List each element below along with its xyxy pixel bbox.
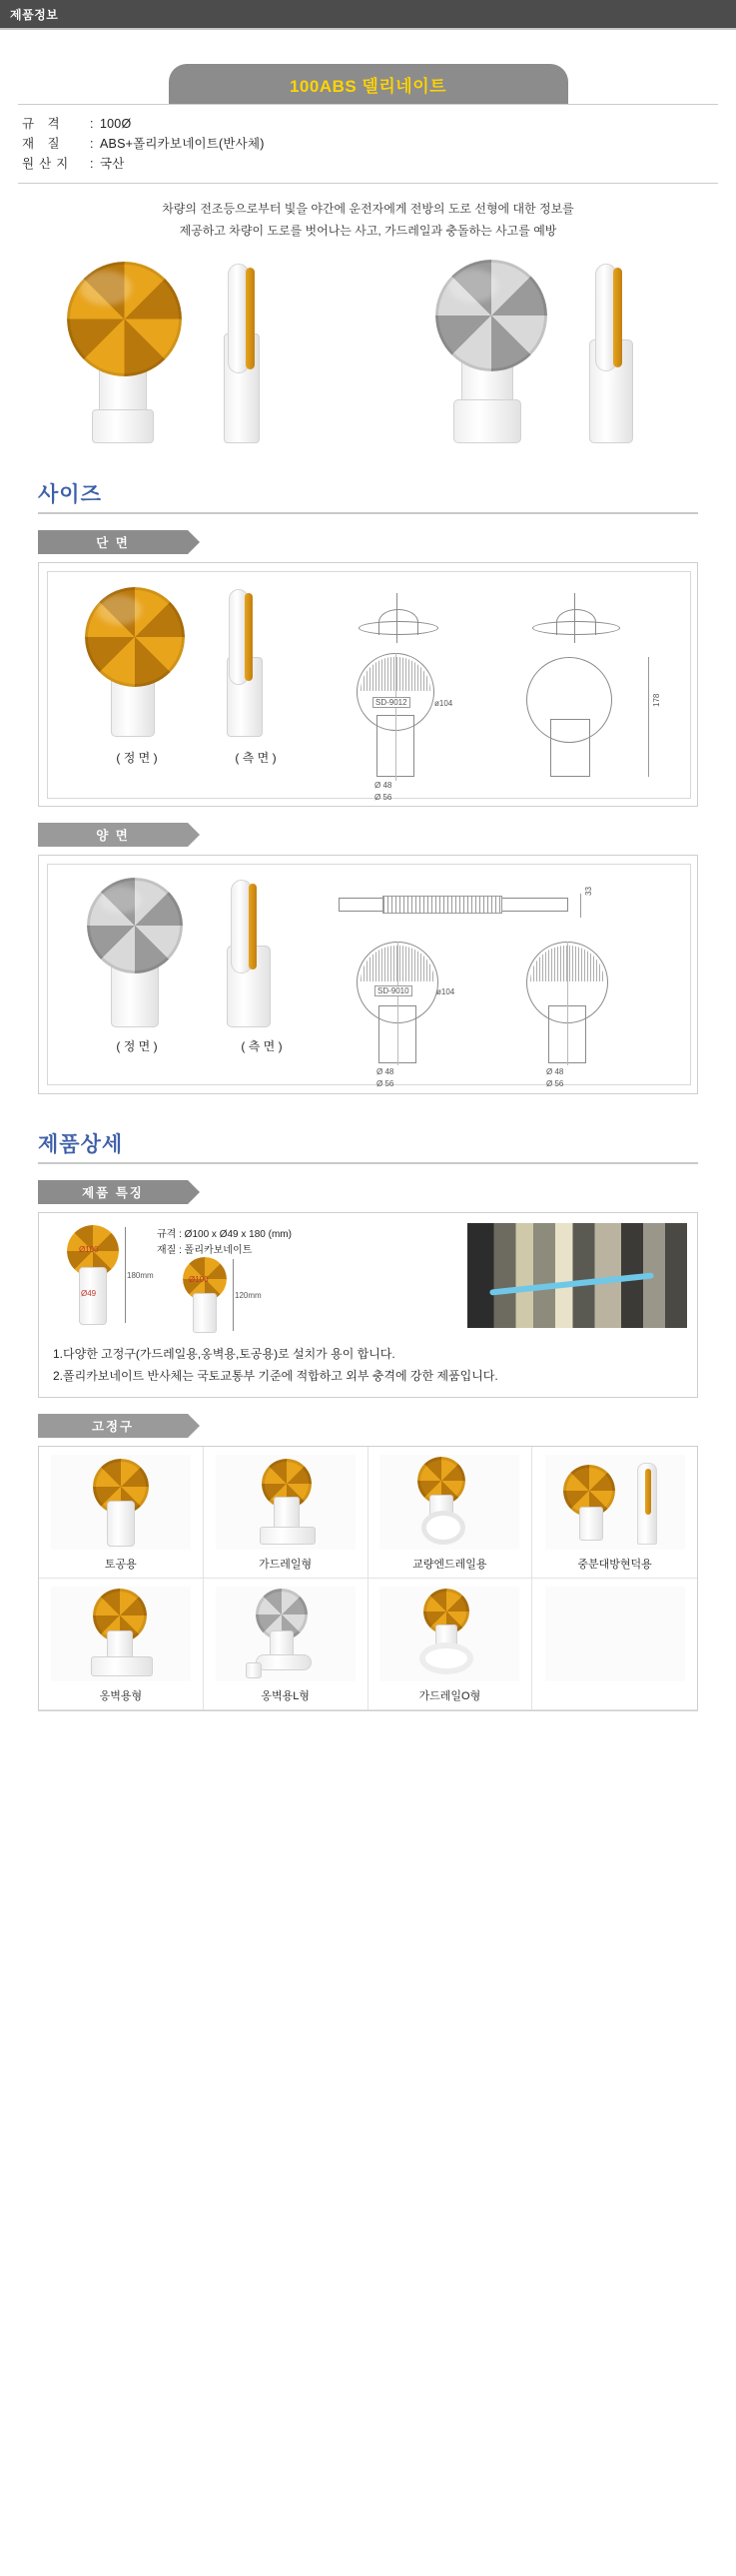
spec-row — [22, 114, 718, 134]
bottom-spacer — [0, 1711, 736, 1735]
dim-d48-left: Ø 48 — [376, 1067, 394, 1076]
post-outline — [550, 719, 590, 777]
reflector-face-silver-strip — [613, 268, 622, 367]
dim-d48: Ø 48 — [374, 781, 392, 790]
fixture-label: 토공용 — [104, 1559, 137, 1571]
fixture-label-empty — [613, 1687, 616, 1699]
dim-line-vertical — [648, 657, 649, 777]
fixture-art-median — [545, 1455, 685, 1550]
fixture-art-guardrail-flat — [216, 1455, 356, 1550]
hero-amber-side — [204, 260, 284, 444]
fixture-cell[interactable] — [368, 1447, 533, 1579]
description-line-1: 차량의 전조등으로부터 빛을 야간에 운전자에게 전방의 도로 선형에 대한 정보를 — [162, 202, 574, 216]
feature-top-row — [49, 1223, 687, 1333]
post-base — [92, 409, 154, 443]
page-header-bar — [0, 0, 736, 28]
factory-photo — [467, 1223, 687, 1328]
dim-d104: ø104 — [436, 987, 455, 996]
hero-amber-front — [59, 260, 189, 444]
dim-height-178: 178 — [652, 693, 661, 707]
feature-note-2: 2.폴리카보네이트 반사체는 국토교통부 기준에 적합하고 외부 충격에 강한 제품입니다. — [53, 1369, 498, 1383]
dim-line-vertical — [580, 894, 581, 918]
feature-spec-material-row — [157, 1243, 292, 1259]
fixture-cell-empty — [532, 1579, 697, 1710]
spec-value: ABS+폴리카보네이트(반사체) — [100, 137, 265, 151]
tab-fixtures-label: 고정구 — [91, 1420, 135, 1434]
fixture-base-plate — [260, 1527, 316, 1545]
spec-value: 국산 — [100, 157, 125, 171]
feature-spec-text — [157, 1227, 292, 1259]
double-front-photo — [81, 878, 201, 1027]
spec-key: 원산지 — [22, 157, 74, 171]
fixture-post — [107, 1501, 135, 1547]
fixture-art-bridge-rail — [379, 1455, 519, 1550]
fixture-art-retaining — [51, 1587, 191, 1681]
reflector-face-amber-strip — [246, 268, 255, 369]
feature-spec-material-label: 재질 : — [157, 1245, 182, 1256]
fixtures-grid — [38, 1446, 698, 1711]
spec-separator: : — [90, 117, 94, 131]
feature-spec-size-label: 규격 : — [157, 1229, 182, 1240]
spec-key: 규 격 — [22, 117, 65, 131]
center-line — [397, 942, 398, 1065]
feature-post-2 — [193, 1293, 217, 1333]
double-planview — [339, 886, 593, 926]
fixture-art-empty — [545, 1587, 685, 1681]
dim-120mm: 120mm — [235, 1291, 262, 1300]
spec-value: 100Ø — [100, 117, 132, 131]
hero-silver-front — [423, 260, 553, 444]
fixture-post — [274, 1497, 300, 1531]
feature-spec-size-row — [157, 1227, 292, 1243]
reflector-disc-silver — [435, 260, 547, 371]
dim-d48-right: Ø 48 — [546, 1067, 564, 1076]
double-elevation-right — [508, 942, 668, 1088]
drawing-code: SD-9010 — [374, 985, 412, 996]
fixture-label: 교량엔드레일용 — [412, 1559, 487, 1571]
tab-double-side-label: 양 면 — [96, 829, 130, 843]
dim-thickness-33: 33 — [584, 887, 593, 896]
reflector-disc-amber — [85, 587, 185, 687]
fixture-label: 가드레일형 — [259, 1559, 313, 1571]
fixture-l-foot — [246, 1662, 262, 1678]
spec-separator: : — [90, 137, 94, 151]
hero-silver-side — [573, 260, 653, 444]
double-side-photo — [217, 878, 297, 1027]
fixture-label: 중분대방현덕용 — [577, 1559, 652, 1571]
tab-double-side — [38, 823, 188, 847]
hero-product-images — [29, 260, 708, 444]
feature-notes — [49, 1343, 687, 1387]
dim-d100: Ø100 — [79, 1245, 99, 1254]
spec-row — [22, 134, 718, 154]
fixture-art-guardrail-o — [379, 1587, 519, 1681]
disc-rim — [87, 878, 183, 973]
single-elevation-left — [339, 653, 478, 802]
feature-spec-material-value: 폴리카보네이트 — [184, 1245, 253, 1256]
single-side-caption: ( 측 면 ) — [235, 751, 277, 765]
dim-line-180 — [125, 1227, 126, 1323]
description-line-2: 제공하고 차량이 도로를 벗어나는 사고, 가드레일과 충돌하는 사고를 예방 — [179, 224, 557, 238]
fixture-cell[interactable] — [368, 1579, 533, 1710]
single-side-photo — [211, 587, 291, 737]
single-elevation-right — [508, 653, 678, 783]
dim-line-120 — [233, 1259, 234, 1331]
drawing-code: SD-9012 — [372, 697, 410, 708]
double-side-caption: ( 측 면 ) — [241, 1039, 283, 1053]
dim-d56-left: Ø 56 — [376, 1079, 394, 1088]
header-divider — [0, 28, 736, 30]
product-title: 100ABS 델리네이트 — [289, 76, 447, 96]
fixture-cell[interactable] — [39, 1579, 204, 1710]
fixture-label: 옹벽용형 — [99, 1690, 143, 1702]
spec-row — [22, 154, 718, 174]
fixture-base-plate — [91, 1656, 153, 1676]
double-elevation-left — [339, 942, 488, 1088]
fixture-cell[interactable] — [204, 1579, 368, 1710]
fixture-art-retaining-l — [216, 1587, 356, 1681]
post-base — [453, 399, 521, 443]
product-description — [30, 198, 706, 242]
dim-d56: Ø 56 — [374, 793, 392, 802]
fixture-label: 옹벽용L형 — [261, 1690, 310, 1702]
dome-arc — [378, 609, 418, 635]
reflector-face-strip — [249, 884, 257, 969]
center-line — [395, 653, 396, 781]
spec-separator: : — [90, 157, 94, 171]
tab-fixtures — [38, 1414, 188, 1438]
feature-note-1: 1.다양한 고정구(가드레일용,옹벽용,토공용)로 설치가 용이 합니다. — [53, 1347, 395, 1361]
section-title-size: 사이즈 — [38, 483, 102, 506]
fixture-post — [579, 1507, 603, 1541]
dim-d104: ø104 — [434, 699, 453, 708]
panel-double-side — [38, 855, 698, 1094]
double-front-caption: ( 정 면 ) — [116, 1039, 158, 1053]
dim-d100b: Ø100 — [189, 1275, 209, 1284]
panel-feature — [38, 1212, 698, 1398]
reflector-disc-silver — [87, 878, 183, 973]
section-rule — [38, 1162, 698, 1164]
feature-spec-size-value: Ø100 x Ø49 x 180 (mm) — [184, 1229, 292, 1240]
disc-rim — [85, 587, 185, 687]
spec-key: 재 질 — [22, 137, 65, 151]
section-title-detail: 제품상세 — [38, 1133, 124, 1156]
reflector-disc-amber — [67, 262, 182, 376]
fixture-cell[interactable] — [204, 1447, 368, 1579]
single-front-photo — [77, 587, 197, 737]
single-topview-left — [339, 593, 458, 643]
plan-hatch — [382, 896, 502, 914]
product-title-block — [0, 64, 736, 104]
fixture-cell[interactable] — [532, 1447, 697, 1579]
disc-rim — [67, 262, 182, 376]
center-line — [567, 942, 568, 1065]
dim-180mm: 180mm — [127, 1271, 154, 1280]
fixture-side-strip — [645, 1469, 651, 1515]
tab-feature — [38, 1180, 188, 1204]
reflector-face-strip — [245, 593, 253, 681]
fixture-clamp-ring — [421, 1511, 465, 1545]
product-title-plate — [169, 64, 568, 104]
section-rule — [38, 512, 698, 514]
panel-single-side — [38, 562, 698, 807]
fixture-art-ground — [51, 1455, 191, 1550]
tab-single-side-label: 단 면 — [96, 536, 130, 550]
fixture-label: 가드레일O형 — [418, 1690, 481, 1702]
single-front-caption: ( 정 면 ) — [116, 751, 158, 765]
fixture-l-arm — [256, 1654, 312, 1670]
feature-diagram-2 — [177, 1257, 267, 1333]
fixture-cell[interactable] — [39, 1447, 204, 1579]
tab-single-side — [38, 530, 188, 554]
dome-arc — [556, 609, 596, 635]
product-spec-table — [18, 104, 718, 184]
single-topview-right — [508, 593, 648, 643]
dim-d49: Ø49 — [81, 1289, 97, 1298]
disc-rim — [435, 260, 547, 371]
dim-d56-right: Ø 56 — [546, 1079, 564, 1088]
tab-feature-label: 제품 특징 — [82, 1186, 144, 1200]
fixture-clamp-ring — [419, 1642, 473, 1674]
page-title: 제품정보 — [10, 7, 59, 22]
